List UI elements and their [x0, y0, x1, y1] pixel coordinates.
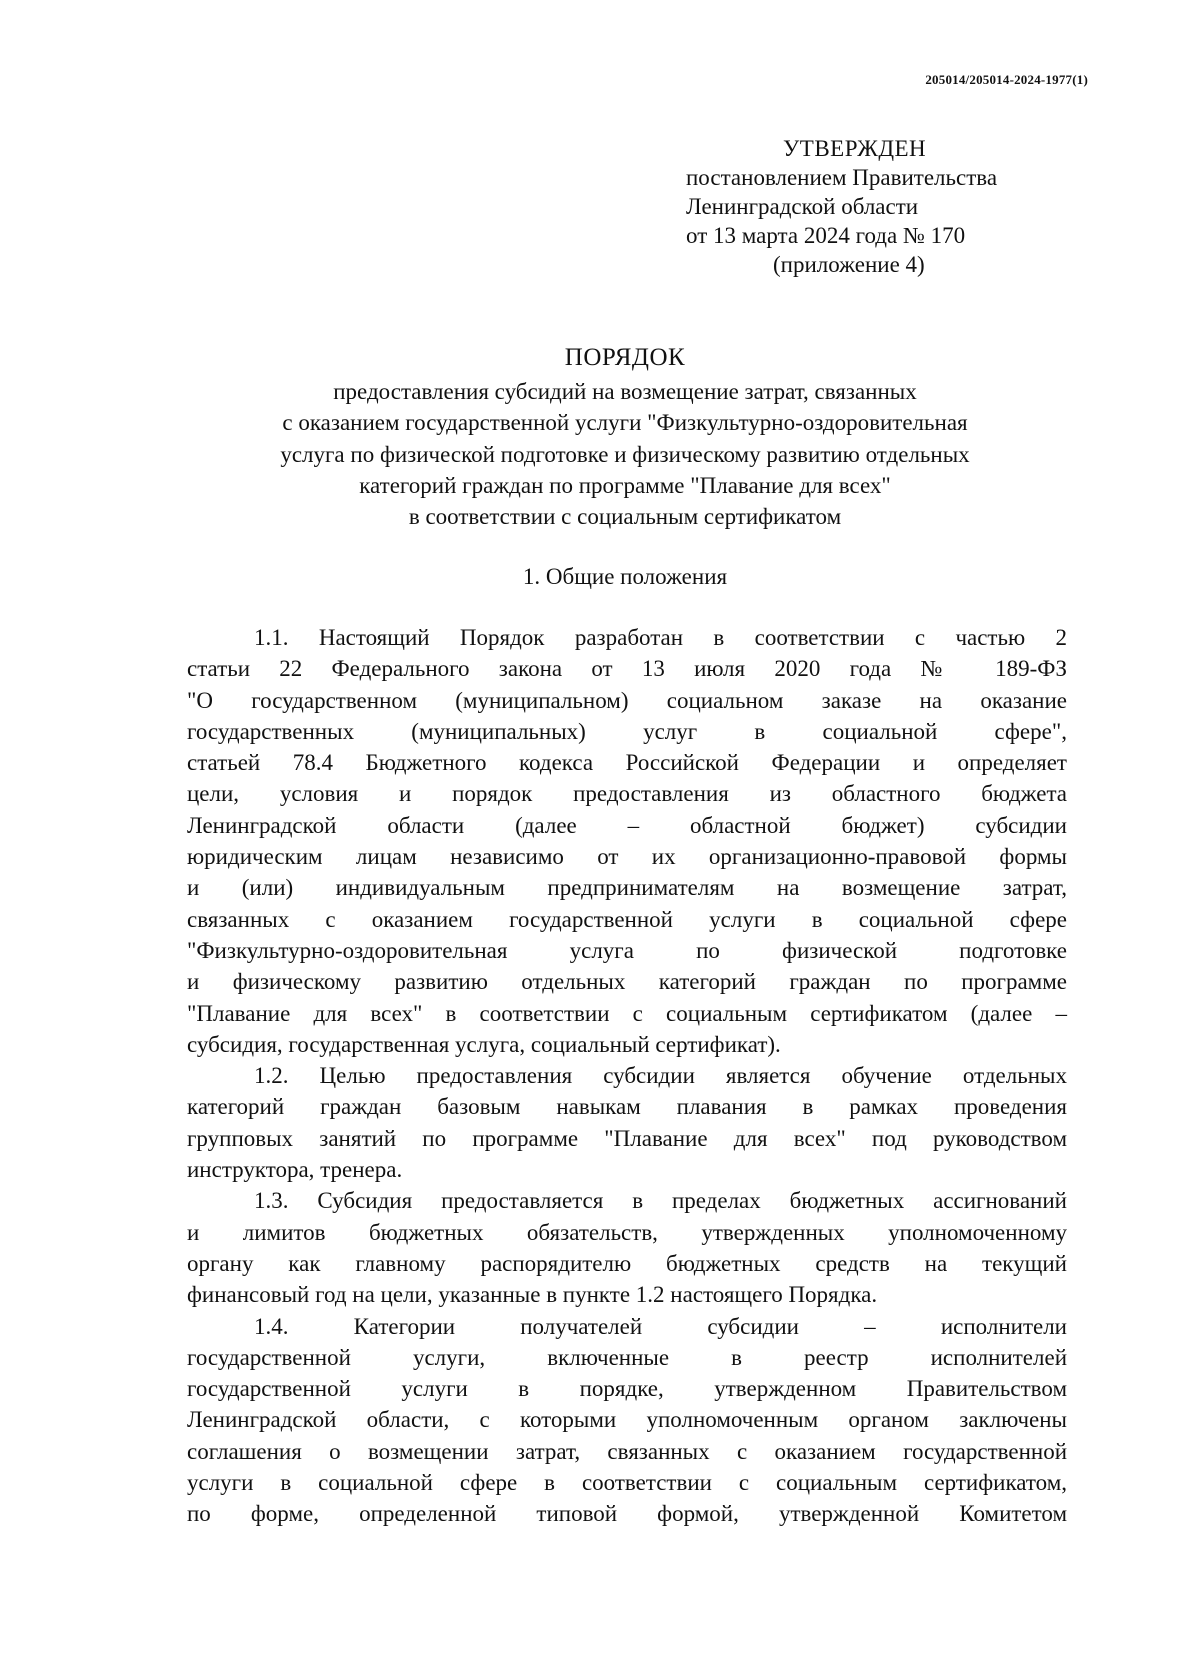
paragraph-line: категорий граждан базовым навыкам плавания в рамках проведения — [187, 1094, 1067, 1120]
paragraph-1-3 — [187, 1185, 1067, 1310]
approval-block — [686, 134, 1086, 279]
paragraph-line: 1.3. Субсидия предоставляется в пределах бюджетных ассигнований — [254, 1188, 1067, 1214]
document-subtitle — [0, 376, 1200, 532]
subtitle-line: предоставления субсидий на возмещение затрат, связанных — [333, 379, 917, 404]
paragraph-line: и физическому развитию отдельных категорий граждан по программе — [187, 969, 1067, 995]
paragraph-line: и лимитов бюджетных обязательств, утвержденных уполномоченному — [187, 1219, 1067, 1245]
paragraph-line: групповых занятий по программе "Плавание для всех" под руководством — [187, 1125, 1067, 1151]
paragraph-line: 1.2. Целью предоставления субсидии является обучение отдельных — [254, 1063, 1067, 1089]
paragraph-line: юридическим лицам независимо от их организационно-правовой формы — [187, 844, 1067, 870]
paragraph-1-2 — [187, 1060, 1067, 1185]
paragraph-line: и (или) индивидуальным предпринимателям на возмещение затрат, — [187, 875, 1067, 901]
paragraph-line: государственных (муниципальных) услуг в социальной сфере", — [187, 718, 1067, 744]
paragraph-line: услуги в социальной сфере в соответствии с социальным сертификатом, — [187, 1470, 1067, 1496]
paragraph-line: 1.1. Настоящий Порядок разработан в соответствии с частью 2 — [254, 625, 1067, 650]
document-title: ПОРЯДОК — [564, 344, 686, 371]
section-heading: 1. Общие положения — [522, 564, 728, 589]
paragraph-line: 1.4. Категории получателей субсидии – исполнители — [254, 1313, 1067, 1339]
paragraph-line: "Плавание для всех" в соответствии с социальным сертификатом (далее – — [187, 1000, 1067, 1026]
paragraph-line: статьи 22 Федерального закона от 13 июля 2020 года № 189-ФЗ — [187, 656, 1067, 682]
paragraph-1-4 — [187, 1311, 1067, 1530]
paragraph-line: инструктора, тренера. — [187, 1157, 403, 1183]
subtitle-line: с оказанием государственной услуги "Физкультурно-оздоровительная — [282, 410, 968, 436]
paragraph-line: связанных с оказанием государственной услуги в социальной сфере — [187, 906, 1067, 932]
paragraph-line: цели, условия и порядок предоставления из областного бюджета — [187, 781, 1067, 807]
paragraph-1-1 — [187, 622, 1067, 1060]
approval-title: УТВЕРЖДЕН — [783, 136, 927, 161]
document-registration-code: 205014/205014-2024-1977(1) — [925, 72, 1088, 87]
paragraph-line: государственной услуги в порядке, утвержденном Правительством — [187, 1376, 1067, 1402]
paragraph-line: "Физкультурно-оздоровительная услуга по физической подготовке — [187, 937, 1067, 963]
paragraph-line: Ленинградской области, с которыми уполномоченным органом заключены — [187, 1407, 1067, 1433]
approval-line: Ленинградской области — [686, 194, 919, 219]
paragraph-line: финансовый год на цели, указанные в пункте 1.2 настоящего Порядка. — [187, 1282, 878, 1308]
approval-line: постановлением Правительства — [686, 165, 998, 190]
paragraph-line: статьей 78.4 Бюджетного кодекса Российской Федерации и определяет — [187, 750, 1067, 776]
paragraph-line: органу как главному распорядителю бюджетных средств на текущий — [187, 1250, 1067, 1276]
paragraph-line: по форме, определенной типовой формой, утвержденной Комитетом — [187, 1501, 1067, 1527]
approval-annex: (приложение 4) — [773, 252, 925, 277]
paragraph-line: "О государственном (муниципальном) социальном заказе на оказание — [187, 687, 1067, 713]
subtitle-line: услуга по физической подготовке и физическому развитию отдельных — [280, 441, 970, 467]
paragraph-line: Ленинградской области (далее – областной бюджет) субсидии — [187, 812, 1067, 838]
paragraph-line: субсидия, государственная услуга, социальный сертификат). — [187, 1031, 781, 1057]
approval-line: от 13 марта 2024 года № 170 — [686, 223, 966, 248]
paragraph-line: государственной услуги, включенные в реестр исполнителей — [187, 1344, 1067, 1370]
subtitle-line: категорий граждан по программе "Плавание для всех" — [359, 472, 891, 498]
body-text — [187, 622, 1067, 1530]
paragraph-line: соглашения о возмещении затрат, связанных с оказанием государственной — [187, 1438, 1067, 1464]
subtitle-line: в соответствии с социальным сертификатом — [408, 504, 842, 530]
